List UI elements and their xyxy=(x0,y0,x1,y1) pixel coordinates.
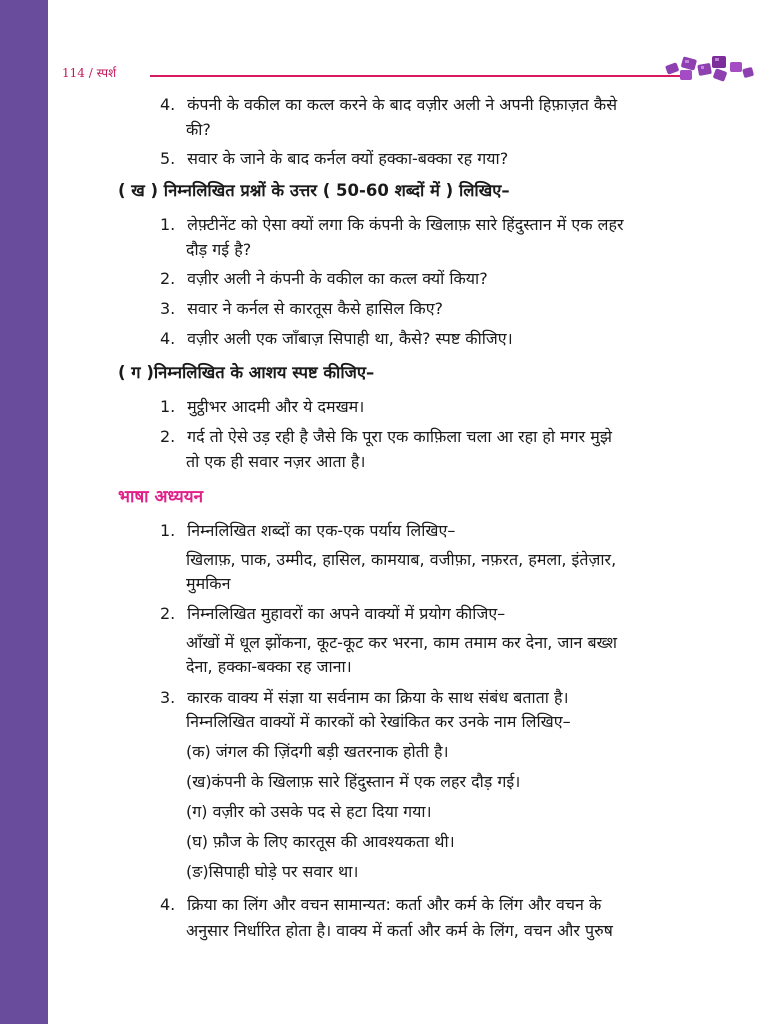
item-number: 3. xyxy=(160,688,176,707)
item-number: 4. xyxy=(160,895,176,914)
item-number: 1. xyxy=(160,397,176,416)
item-number: 4. xyxy=(160,329,176,348)
item-number: 4. xyxy=(160,95,176,114)
header-rule xyxy=(150,75,690,77)
item-text: कंपनी के वकील का कत्ल करने के बाद वज़ीर अली ने अपनी हिफ़ाज़त कैसे xyxy=(187,95,618,114)
section-heading-ga: ( ग )निम्नलिखित के आशय स्पष्ट कीजिए– xyxy=(118,363,375,382)
page-header xyxy=(62,62,762,86)
question-line xyxy=(160,268,488,290)
question-line xyxy=(160,520,455,542)
item-text: वज़ीर अली एक जाँबाज़ सिपाही था, कैसे? स्पष्ट कीजिए। xyxy=(187,329,513,348)
question-line xyxy=(160,687,569,709)
left-sidebar-band xyxy=(0,0,48,1024)
question-line xyxy=(160,894,601,916)
item-text: निम्नलिखित मुहावरों का अपने वाक्यों में प्रयोग कीजिए– xyxy=(187,604,506,623)
question-line: की? xyxy=(186,120,211,139)
section-heading-kha: ( ख ) निम्नलिखित प्रश्नों के उत्तर ( 50-60 शब्दों में ) लिखिए– xyxy=(118,181,510,200)
word-list-line: मुमकिन xyxy=(186,574,231,593)
item-number: 3. xyxy=(160,299,176,318)
item-text: सवार के जाने के बाद कर्नल क्यों हक्का-बक्का रह गया? xyxy=(187,149,509,168)
question-line xyxy=(160,148,508,170)
item-number: 1. xyxy=(160,521,176,540)
question-line xyxy=(160,94,617,116)
question-line xyxy=(160,298,443,320)
item-text: सवार ने कर्नल से कारतूस कैसे हासिल किए? xyxy=(187,299,444,318)
question-line: निम्नलिखित वाक्यों में कारकों को रेखांकित कर उनके नाम लिखिए– xyxy=(186,712,571,731)
example-sentence: (घ) फ़ौज के लिए कारतूस की आवश्यकता थी। xyxy=(186,832,455,851)
page-number-label: 114 / स्पर्श xyxy=(62,66,117,80)
item-number: 2. xyxy=(160,427,176,446)
example-sentence: (ङ)सिपाही घोड़े पर सवार था। xyxy=(186,862,359,881)
purple-crystals-icon xyxy=(660,50,760,86)
word-list-line: खिलाफ़, पाक, उम्मीद, हासिल, कामयाब, वजीफ़ा, नफ़रत, हमला, इंतेज़ार, xyxy=(186,550,617,569)
item-text: निम्नलिखित शब्दों का एक-एक पर्याय लिखिए– xyxy=(187,521,456,540)
question-line xyxy=(160,603,505,625)
item-text: गर्द तो ऐसे उड़ रही है जैसे कि पूरा एक काफ़िला चला आ रहा हो मगर मुझे xyxy=(187,427,612,446)
item-number: 1. xyxy=(160,215,176,234)
question-line: अनुसार निर्धारित होता है। वाक्य में कर्ता और कर्म के लिंग, वचन और पुरुष xyxy=(186,921,613,940)
item-text: कारक वाक्य में संज्ञा या सर्वनाम का क्रिया के साथ संबंध बताता है। xyxy=(187,688,569,707)
question-line xyxy=(160,328,513,350)
idiom-list-line: आँखों में धूल झोंकना, कूट-कूट कर भरना, काम तमाम कर देना, जान बख्श xyxy=(186,633,618,652)
item-number: 2. xyxy=(160,604,176,623)
question-line xyxy=(160,214,623,236)
example-sentence: (ग) वज़ीर को उसके पद से हटा दिया गया। xyxy=(186,802,432,821)
question-line xyxy=(160,396,364,418)
idiom-list-line: देना, हक्का-बक्का रह जाना। xyxy=(186,657,352,676)
item-text: क्रिया का लिंग और वचन सामान्यत: कर्ता और कर्म के लिंग और वचन के xyxy=(187,895,602,914)
item-text: लेफ़्टीनेंट को ऐसा क्यों लगा कि कंपनी के खिलाफ़ सारे हिंदुस्तान में एक लहर xyxy=(187,215,624,234)
item-text: वज़ीर अली ने कंपनी के वकील का कत्ल क्यों किया? xyxy=(187,269,488,288)
item-number: 5. xyxy=(160,149,176,168)
example-sentence: (ख)कंपनी के खिलाफ़ सारे हिंदुस्तान में एक लहर दौड़ गई। xyxy=(186,772,521,791)
question-line xyxy=(160,426,612,448)
example-sentence: (क) जंगल की ज़िंदगी बड़ी खतरनाक होती है। xyxy=(186,742,449,761)
item-text: मुट्ठीभर आदमी और ये दमखम। xyxy=(187,397,365,416)
item-number: 2. xyxy=(160,269,176,288)
question-line: दौड़ गई है? xyxy=(186,240,252,259)
question-line: तो एक ही सवार नज़र आता है। xyxy=(186,452,366,471)
section-heading-bhasha: भाषा अध्ययन xyxy=(118,487,204,507)
